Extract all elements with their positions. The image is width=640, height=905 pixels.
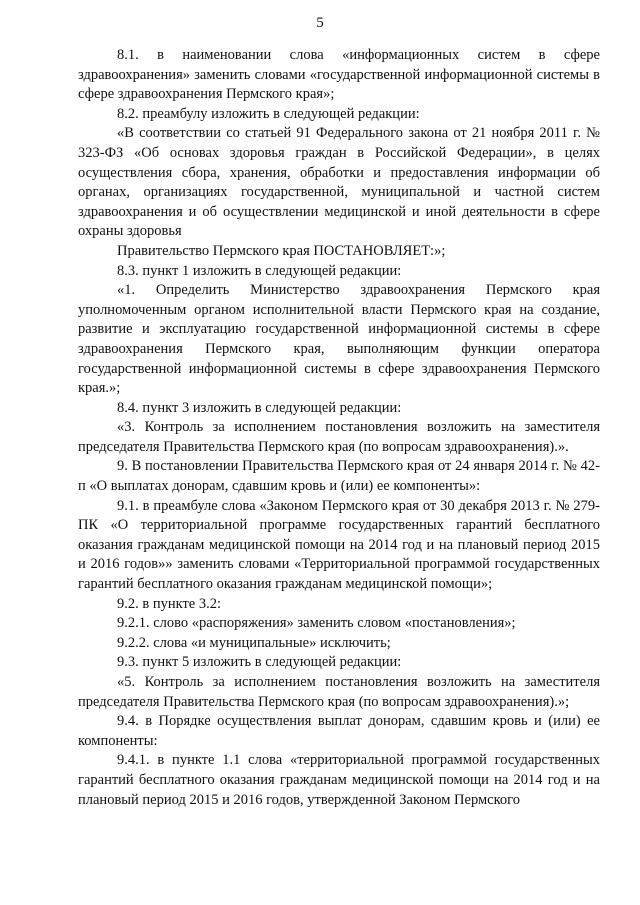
paragraph-8-2: 8.2. преамбулу изложить в следующей редакции: — [117, 105, 420, 122]
paragraph-point-1-quote: «1. Определить Министерство здравоохранения Пермского края уполномоченным органом исполнительной власти Пермского края на создание, развитие и эксплуатацию государственной информационной системы в сфере здравоохранения Пермского края, выполняющим функции оператора государственной информационной системы в сфере здравоохранения Пермского края.»; — [78, 282, 600, 397]
paragraph-9-2-1: 9.2.1. слово «распоряжения» заменить словом «постановления»; — [117, 615, 516, 632]
paragraph-8-1: 8.1. в наименовании слова «информационных систем в сфере здравоохранения» заменить словами «государственной информационной системы в сфере здравоохранения Пермского края»; — [78, 47, 600, 103]
paragraph-8-3: 8.3. пункт 1 изложить в следующей редакции: — [117, 262, 402, 279]
paragraph-9-4-1: 9.4.1. в пункте 1.1 слова «территориальной программой государственных гарантий бесплатного оказания гражданам медицинской помощи на 2014 год и на плановый период 2015 и 2016 годов, утвержденной Законом Пермского — [78, 752, 600, 808]
paragraph-9-1: 9.1. в преамбуле слова «Законом Пермского края от 30 декабря 2013 г. № 279-ПК «О территориальной программе государственных гарантий бесплатного оказания гражданам медицинской помощи на 2014 год и на плановый период 2015 и 2016 годов»» заменить словами «Территориальной программой государственных гарантий бесплатного оказания гражданам медицинской помощи»; — [78, 497, 600, 593]
paragraph-9: 9. В постановлении Правительства Пермского края от 24 января 2014 г. № 42-п «О выплатах донорам, сдавшим кровь и (или) ее компоненты»: — [78, 458, 600, 495]
paragraph-9-4: 9.4. в Порядке осуществления выплат донорам, сдавшим кровь и (или) ее компоненты: — [78, 713, 600, 749]
paragraph-point-3-quote: «3. Контроль за исполнением постановления возложить на заместителя председателя Правительства Пермского края (по вопросам здравоохранения).». — [78, 419, 600, 455]
paragraph-9-2-2: 9.2.2. слова «и муниципальные» исключить; — [117, 634, 391, 651]
paragraph-9-2: 9.2. в пункте 3.2: — [117, 595, 222, 612]
page-number: 5 — [316, 15, 324, 31]
document-body — [78, 46, 600, 810]
paragraph-point-5-quote: «5. Контроль за исполнением постановления возложить на заместителя председателя Правительства Пермского края (по вопросам здравоохранения).»; — [78, 674, 600, 710]
paragraph-8-4: 8.4. пункт 3 изложить в следующей редакции: — [117, 399, 402, 416]
paragraph-postanovlyaet: Правительство Пермского края ПОСТАНОВЛЯЕТ:»; — [117, 242, 446, 259]
paragraph-9-3: 9.3. пункт 5 изложить в следующей редакции: — [117, 654, 402, 671]
paragraph-preamble-quote: «В соответствии со статьей 91 Федерального закона от 21 ноября 2011 г. № 323-ФЗ «Об основах здоровья граждан в Российской Федерации», в целях осуществления сбора, хранения, обработки и предоставления информации об органах, организациях государственной, муниципальной и частной систем здравоохранения и об осуществлении медицинской и иной деятельности в сфере охраны здоровья — [78, 125, 600, 240]
